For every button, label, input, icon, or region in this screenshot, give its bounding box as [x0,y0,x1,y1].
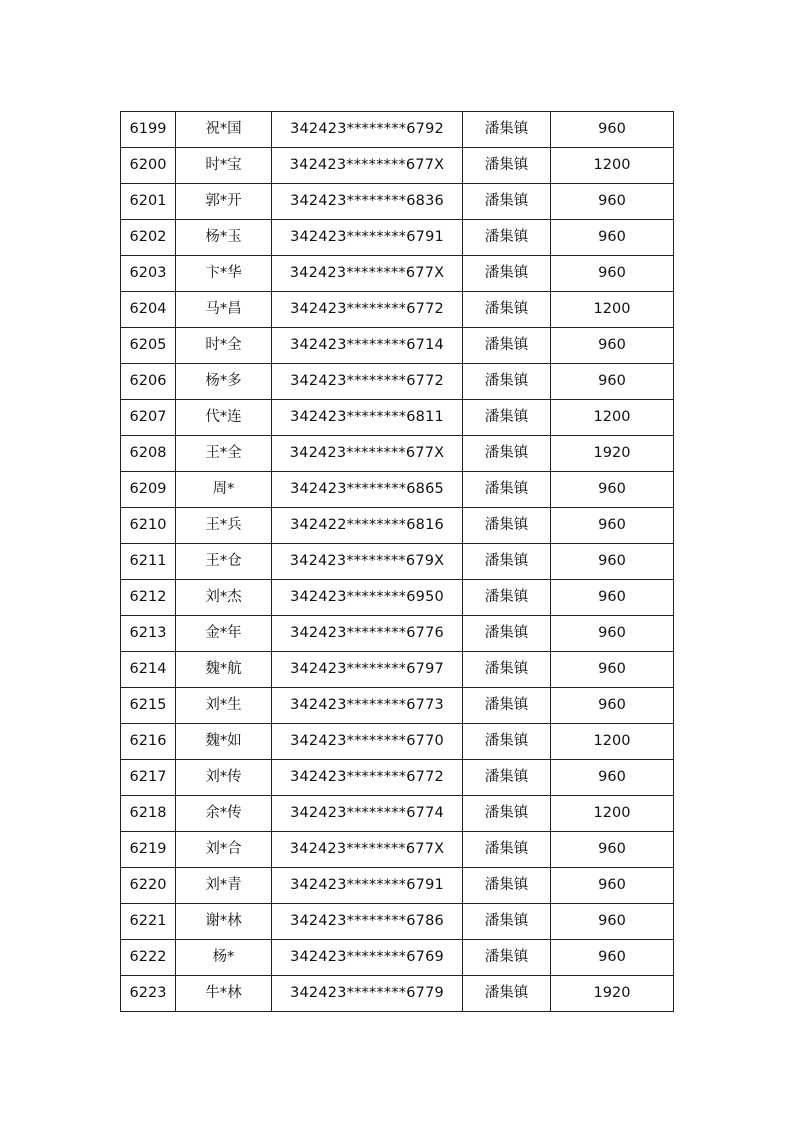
town-cell: 潘集镇 [463,724,551,760]
table-row [121,220,674,256]
amount-cell: 960 [551,472,674,508]
town-cell: 潘集镇 [463,364,551,400]
amount-cell: 960 [551,220,674,256]
serial-number-cell: 6221 [121,904,176,940]
serial-number-cell: 6211 [121,544,176,580]
amount-cell: 960 [551,112,674,148]
table-row [121,688,674,724]
amount-cell: 1200 [551,796,674,832]
serial-number-cell: 6207 [121,400,176,436]
id-number-cell: 342423********6776 [272,616,463,652]
person-name-cell: 祝*国 [176,112,272,148]
town-cell: 潘集镇 [463,184,551,220]
person-name-cell: 王*全 [176,436,272,472]
serial-number-cell: 6218 [121,796,176,832]
town-cell: 潘集镇 [463,112,551,148]
amount-cell: 960 [551,544,674,580]
id-number-cell: 342423********6865 [272,472,463,508]
amount-cell: 960 [551,328,674,364]
table-row [121,724,674,760]
person-name-cell: 周* [176,472,272,508]
table-row [121,544,674,580]
serial-number-cell: 6216 [121,724,176,760]
serial-number-cell: 6223 [121,976,176,1012]
serial-number-cell: 6215 [121,688,176,724]
person-name-cell: 余*传 [176,796,272,832]
table-row [121,292,674,328]
serial-number-cell: 6212 [121,580,176,616]
table-row [121,472,674,508]
serial-number-cell: 6201 [121,184,176,220]
id-number-cell: 342423********6714 [272,328,463,364]
table-row [121,904,674,940]
id-number-cell: 342423********6792 [272,112,463,148]
amount-cell: 1200 [551,724,674,760]
town-cell: 潘集镇 [463,616,551,652]
amount-cell: 960 [551,760,674,796]
table-row [121,328,674,364]
id-number-cell: 342423********6791 [272,868,463,904]
town-cell: 潘集镇 [463,832,551,868]
amount-cell: 1200 [551,148,674,184]
id-number-cell: 342423********6769 [272,940,463,976]
person-name-cell: 刘*杰 [176,580,272,616]
person-name-cell: 刘*传 [176,760,272,796]
town-cell: 潘集镇 [463,220,551,256]
id-number-cell: 342423********6791 [272,220,463,256]
serial-number-cell: 6202 [121,220,176,256]
amount-cell: 1920 [551,976,674,1012]
town-cell: 潘集镇 [463,544,551,580]
person-name-cell: 刘*生 [176,688,272,724]
person-name-cell: 卞*华 [176,256,272,292]
table-row [121,652,674,688]
town-cell: 潘集镇 [463,580,551,616]
town-cell: 潘集镇 [463,328,551,364]
serial-number-cell: 6217 [121,760,176,796]
id-number-cell: 342423********6772 [272,292,463,328]
amount-cell: 960 [551,688,674,724]
id-number-cell: 342423********6770 [272,724,463,760]
amount-cell: 1200 [551,400,674,436]
serial-number-cell: 6204 [121,292,176,328]
id-number-cell: 342423********6772 [272,364,463,400]
person-name-cell: 时*全 [176,328,272,364]
id-number-cell: 342423********6950 [272,580,463,616]
person-name-cell: 金*年 [176,616,272,652]
person-name-cell: 郭*开 [176,184,272,220]
table-row [121,940,674,976]
person-name-cell: 杨* [176,940,272,976]
table-row [121,364,674,400]
amount-cell: 960 [551,868,674,904]
person-name-cell: 时*宝 [176,148,272,184]
person-name-cell: 马*昌 [176,292,272,328]
id-number-cell: 342423********677X [272,436,463,472]
town-cell: 潘集镇 [463,868,551,904]
town-cell: 潘集镇 [463,688,551,724]
id-number-cell: 342423********679X [272,544,463,580]
id-number-cell: 342423********6773 [272,688,463,724]
serial-number-cell: 6199 [121,112,176,148]
town-cell: 潘集镇 [463,760,551,796]
serial-number-cell: 6200 [121,148,176,184]
town-cell: 潘集镇 [463,508,551,544]
person-name-cell: 刘*合 [176,832,272,868]
town-cell: 潘集镇 [463,148,551,184]
serial-number-cell: 6222 [121,940,176,976]
roster-table [120,111,674,1012]
table-row [121,616,674,652]
table-row [121,976,674,1012]
id-number-cell: 342423********6774 [272,796,463,832]
table-row [121,400,674,436]
id-number-cell: 342423********6797 [272,652,463,688]
id-number-cell: 342423********6836 [272,184,463,220]
person-name-cell: 王*仓 [176,544,272,580]
amount-cell: 960 [551,184,674,220]
serial-number-cell: 6214 [121,652,176,688]
town-cell: 潘集镇 [463,292,551,328]
id-number-cell: 342423********6811 [272,400,463,436]
table-row [121,832,674,868]
table-row [121,112,674,148]
serial-number-cell: 6220 [121,868,176,904]
id-number-cell: 342422********6816 [272,508,463,544]
id-number-cell: 342423********677X [272,832,463,868]
table-row [121,148,674,184]
amount-cell: 960 [551,580,674,616]
table-row [121,580,674,616]
person-name-cell: 杨*玉 [176,220,272,256]
roster-table-body [121,112,674,1012]
amount-cell: 960 [551,652,674,688]
id-number-cell: 342423********6772 [272,760,463,796]
amount-cell: 960 [551,904,674,940]
town-cell: 潘集镇 [463,904,551,940]
person-name-cell: 谢*林 [176,904,272,940]
person-name-cell: 魏*航 [176,652,272,688]
table-row [121,436,674,472]
amount-cell: 960 [551,364,674,400]
id-number-cell: 342423********6779 [272,976,463,1012]
table-row [121,868,674,904]
person-name-cell: 杨*多 [176,364,272,400]
id-number-cell: 342423********677X [272,256,463,292]
serial-number-cell: 6208 [121,436,176,472]
person-name-cell: 魏*如 [176,724,272,760]
person-name-cell: 王*兵 [176,508,272,544]
town-cell: 潘集镇 [463,256,551,292]
serial-number-cell: 6209 [121,472,176,508]
serial-number-cell: 6206 [121,364,176,400]
town-cell: 潘集镇 [463,472,551,508]
amount-cell: 960 [551,508,674,544]
serial-number-cell: 6213 [121,616,176,652]
person-name-cell: 刘*青 [176,868,272,904]
table-row [121,760,674,796]
serial-number-cell: 6210 [121,508,176,544]
amount-cell: 960 [551,940,674,976]
person-name-cell: 代*连 [176,400,272,436]
serial-number-cell: 6219 [121,832,176,868]
amount-cell: 960 [551,832,674,868]
id-number-cell: 342423********6786 [272,904,463,940]
serial-number-cell: 6205 [121,328,176,364]
town-cell: 潘集镇 [463,652,551,688]
town-cell: 潘集镇 [463,976,551,1012]
serial-number-cell: 6203 [121,256,176,292]
town-cell: 潘集镇 [463,940,551,976]
amount-cell: 1920 [551,436,674,472]
table-row [121,256,674,292]
person-name-cell: 牛*林 [176,976,272,1012]
id-number-cell: 342423********677X [272,148,463,184]
table-row [121,508,674,544]
table-row [121,184,674,220]
town-cell: 潘集镇 [463,796,551,832]
amount-cell: 960 [551,616,674,652]
town-cell: 潘集镇 [463,436,551,472]
table-row [121,796,674,832]
amount-cell: 1200 [551,292,674,328]
town-cell: 潘集镇 [463,400,551,436]
amount-cell: 960 [551,256,674,292]
